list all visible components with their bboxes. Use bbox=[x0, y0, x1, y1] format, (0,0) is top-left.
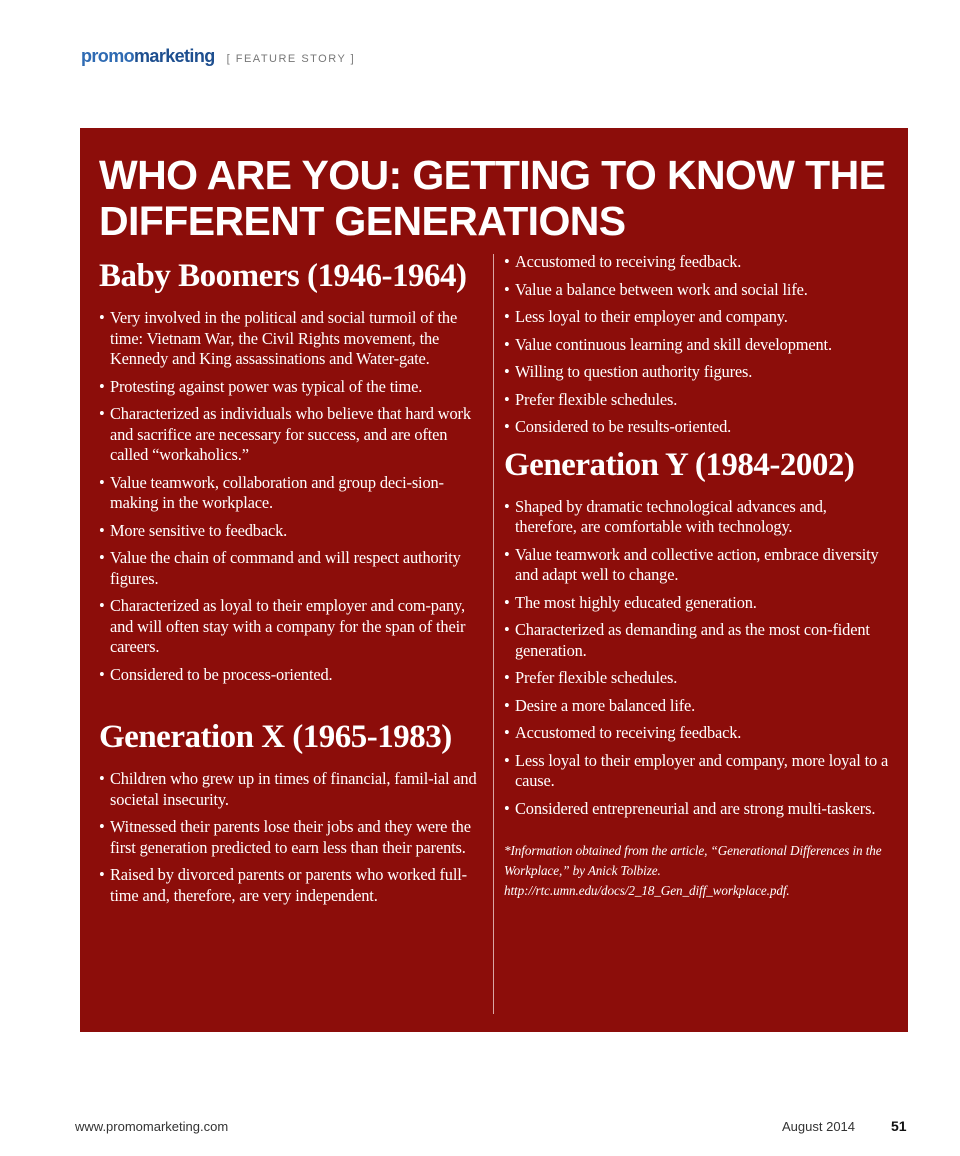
bullet-item: • Prefer flexible schedules. bbox=[504, 668, 892, 689]
bullet-item: • Witnessed their parents lose their jobs and they were the first generation predicted to earn less than their parents. bbox=[99, 817, 487, 858]
bullet-item: • Characterized as loyal to their employer and com-pany, and will often stay with a company for the span of their careers. bbox=[99, 596, 487, 658]
bullet-item: • Less loyal to their employer and company. bbox=[504, 307, 892, 328]
bullet-item: • Children who grew up in times of financial, famil-ial and societal insecurity. bbox=[99, 769, 487, 810]
bullet-item: • Less loyal to their employer and company, more loyal to a cause. bbox=[504, 751, 892, 792]
bullet-item: • Prefer flexible schedules. bbox=[504, 390, 892, 411]
bullet-item: • Raised by divorced parents or parents who worked full-time and, therefore, are very independent. bbox=[99, 865, 487, 906]
generation-y-heading: Generation Y (1984-2002) bbox=[504, 446, 855, 483]
bullet-item: • Considered to be results-oriented. bbox=[504, 417, 892, 438]
column-divider bbox=[493, 254, 494, 1014]
section-label: [ FEATURE STORY ] bbox=[226, 53, 356, 65]
bullet-item: • Value teamwork, collaboration and group deci-sion-making in the workplace. bbox=[99, 473, 487, 514]
bullet-item: • More sensitive to feedback. bbox=[99, 521, 487, 542]
right-column bbox=[504, 252, 892, 901]
generation-y-list bbox=[504, 497, 892, 820]
bullet-item: • The most highly educated generation. bbox=[504, 593, 892, 614]
source-footnote: *Information obtained from the article, “Generational Differences in the Workplace,” by Anick Tolbize. http://rtc.umn.edu/docs/2_18_Gen_diff_workplace.pdf. bbox=[504, 843, 882, 898]
left-column bbox=[99, 256, 487, 913]
panel-title: WHO ARE YOU: GETTING TO KNOW THE DIFFERENT GENERATIONS bbox=[99, 152, 886, 244]
bullet-item: • Characterized as individuals who believe that hard work and sacrifice are necessary for success, and are often called “workaholics.” bbox=[99, 404, 487, 466]
footer-url: www.promomarketing.com bbox=[75, 1119, 229, 1134]
publication-logo: promomarketing bbox=[81, 46, 215, 66]
generation-x-continued-list bbox=[504, 252, 892, 438]
bullet-item: • Protesting against power was typical of the time. bbox=[99, 377, 487, 398]
bullet-item: • Considered entrepreneurial and are strong multi-taskers. bbox=[504, 799, 892, 820]
bullet-item: • Accustomed to receiving feedback. bbox=[504, 723, 892, 744]
bullet-item: • Value continuous learning and skill development. bbox=[504, 335, 892, 356]
bullet-item: • Value a balance between work and social life. bbox=[504, 280, 892, 301]
bullet-item: • Value teamwork and collective action, embrace diversity and adapt well to change. bbox=[504, 545, 892, 586]
bullet-item: • Value the chain of command and will respect authority figures. bbox=[99, 548, 487, 589]
bullet-item: • Shaped by dramatic technological advances and, therefore, are comfortable with technology. bbox=[504, 497, 892, 538]
bullet-item: • Very involved in the political and social turmoil of the time: Vietnam War, the Civil Rights movement, the Kennedy and King assassinations and Water-gate. bbox=[99, 308, 487, 370]
page-number: 51 bbox=[891, 1118, 907, 1134]
footer-date: August 2014 bbox=[782, 1119, 856, 1134]
bullet-item: • Characterized as demanding and as the most con-fident generation. bbox=[504, 620, 892, 661]
feature-panel bbox=[80, 128, 908, 1032]
publication-header bbox=[81, 46, 355, 67]
baby-boomers-heading: Baby Boomers (1946-1964) bbox=[99, 258, 467, 294]
bullet-item: • Willing to question authority figures. bbox=[504, 362, 892, 383]
bullet-item: • Accustomed to receiving feedback. bbox=[504, 252, 892, 273]
generation-x-heading: Generation X (1965-1983) bbox=[99, 719, 452, 755]
bullet-item: • Desire a more balanced life. bbox=[504, 696, 892, 717]
bullet-item: • Considered to be process-oriented. bbox=[99, 665, 487, 686]
baby-boomers-list bbox=[99, 308, 487, 685]
generation-x-list bbox=[99, 769, 487, 906]
